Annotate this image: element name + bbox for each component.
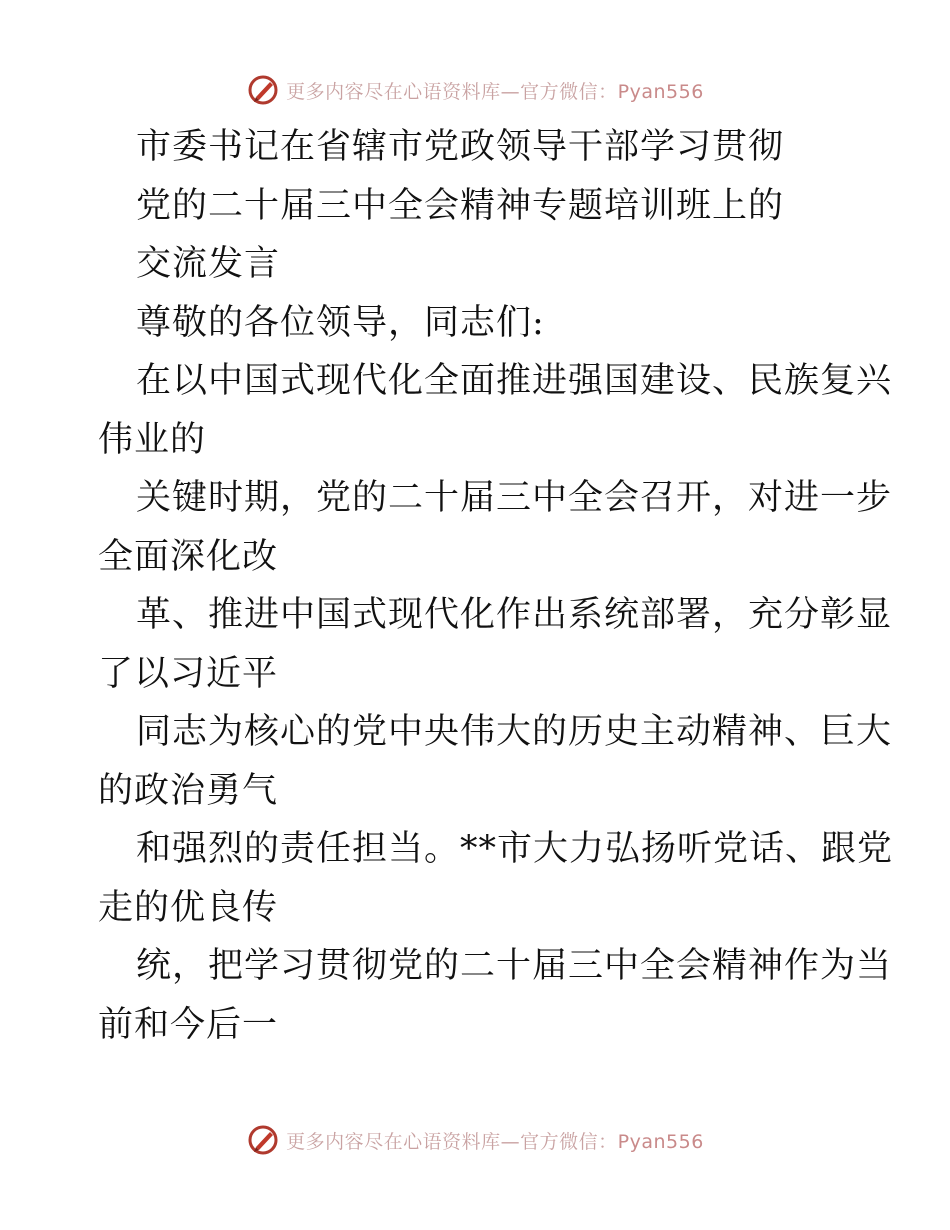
paragraph-line: 统，把学习贯彻党的二十届三中全会精神作为当 [136,946,893,986]
paragraph-line: 革、推进中国式现代化作出系统部署，充分彰显 [136,595,893,635]
paragraph-line: 在以中国式现代化全面推进强国建设、民族复兴 [136,361,893,401]
salutation: 尊敬的各位领导，同志们: [136,302,545,343]
watermark-text: 更多内容尽在心语资料库—官方微信：Pyan556 [286,80,704,103]
paragraph-line: 全面深化改 [98,536,279,577]
paragraph-line: 前和今后一 [98,1004,279,1045]
paragraph-line: 的政治勇气 [98,770,279,811]
title-line-3: 交流发言 [136,244,281,284]
paragraph-line: 同志为核心的党中央伟大的历史主动精神、巨大 [136,712,893,752]
paragraph-line: 走的优良传 [98,887,279,928]
watermark-text: 更多内容尽在心语资料库—官方微信：Pyan556 [286,1130,704,1153]
pen-logo-icon [246,1123,280,1157]
header-watermark [0,70,950,110]
title-line-1: 市委书记在省辖市党政领导干部学习贯彻 [136,127,785,167]
footer-watermark [0,1120,950,1160]
paragraph-line: 关键时期，党的二十届三中全会召开，对进一步 [136,478,893,518]
title-line-2: 党的二十届三中全会精神专题培训班上的 [136,185,785,226]
paragraph-line: 了以习近平 [98,653,279,694]
paragraph-line: 伟业的 [98,419,207,460]
paragraph-line: 和强烈的责任担当。**市大力弘扬听党话、跟党 [136,829,894,869]
pen-logo-icon [246,73,280,107]
document-body [98,118,894,1054]
